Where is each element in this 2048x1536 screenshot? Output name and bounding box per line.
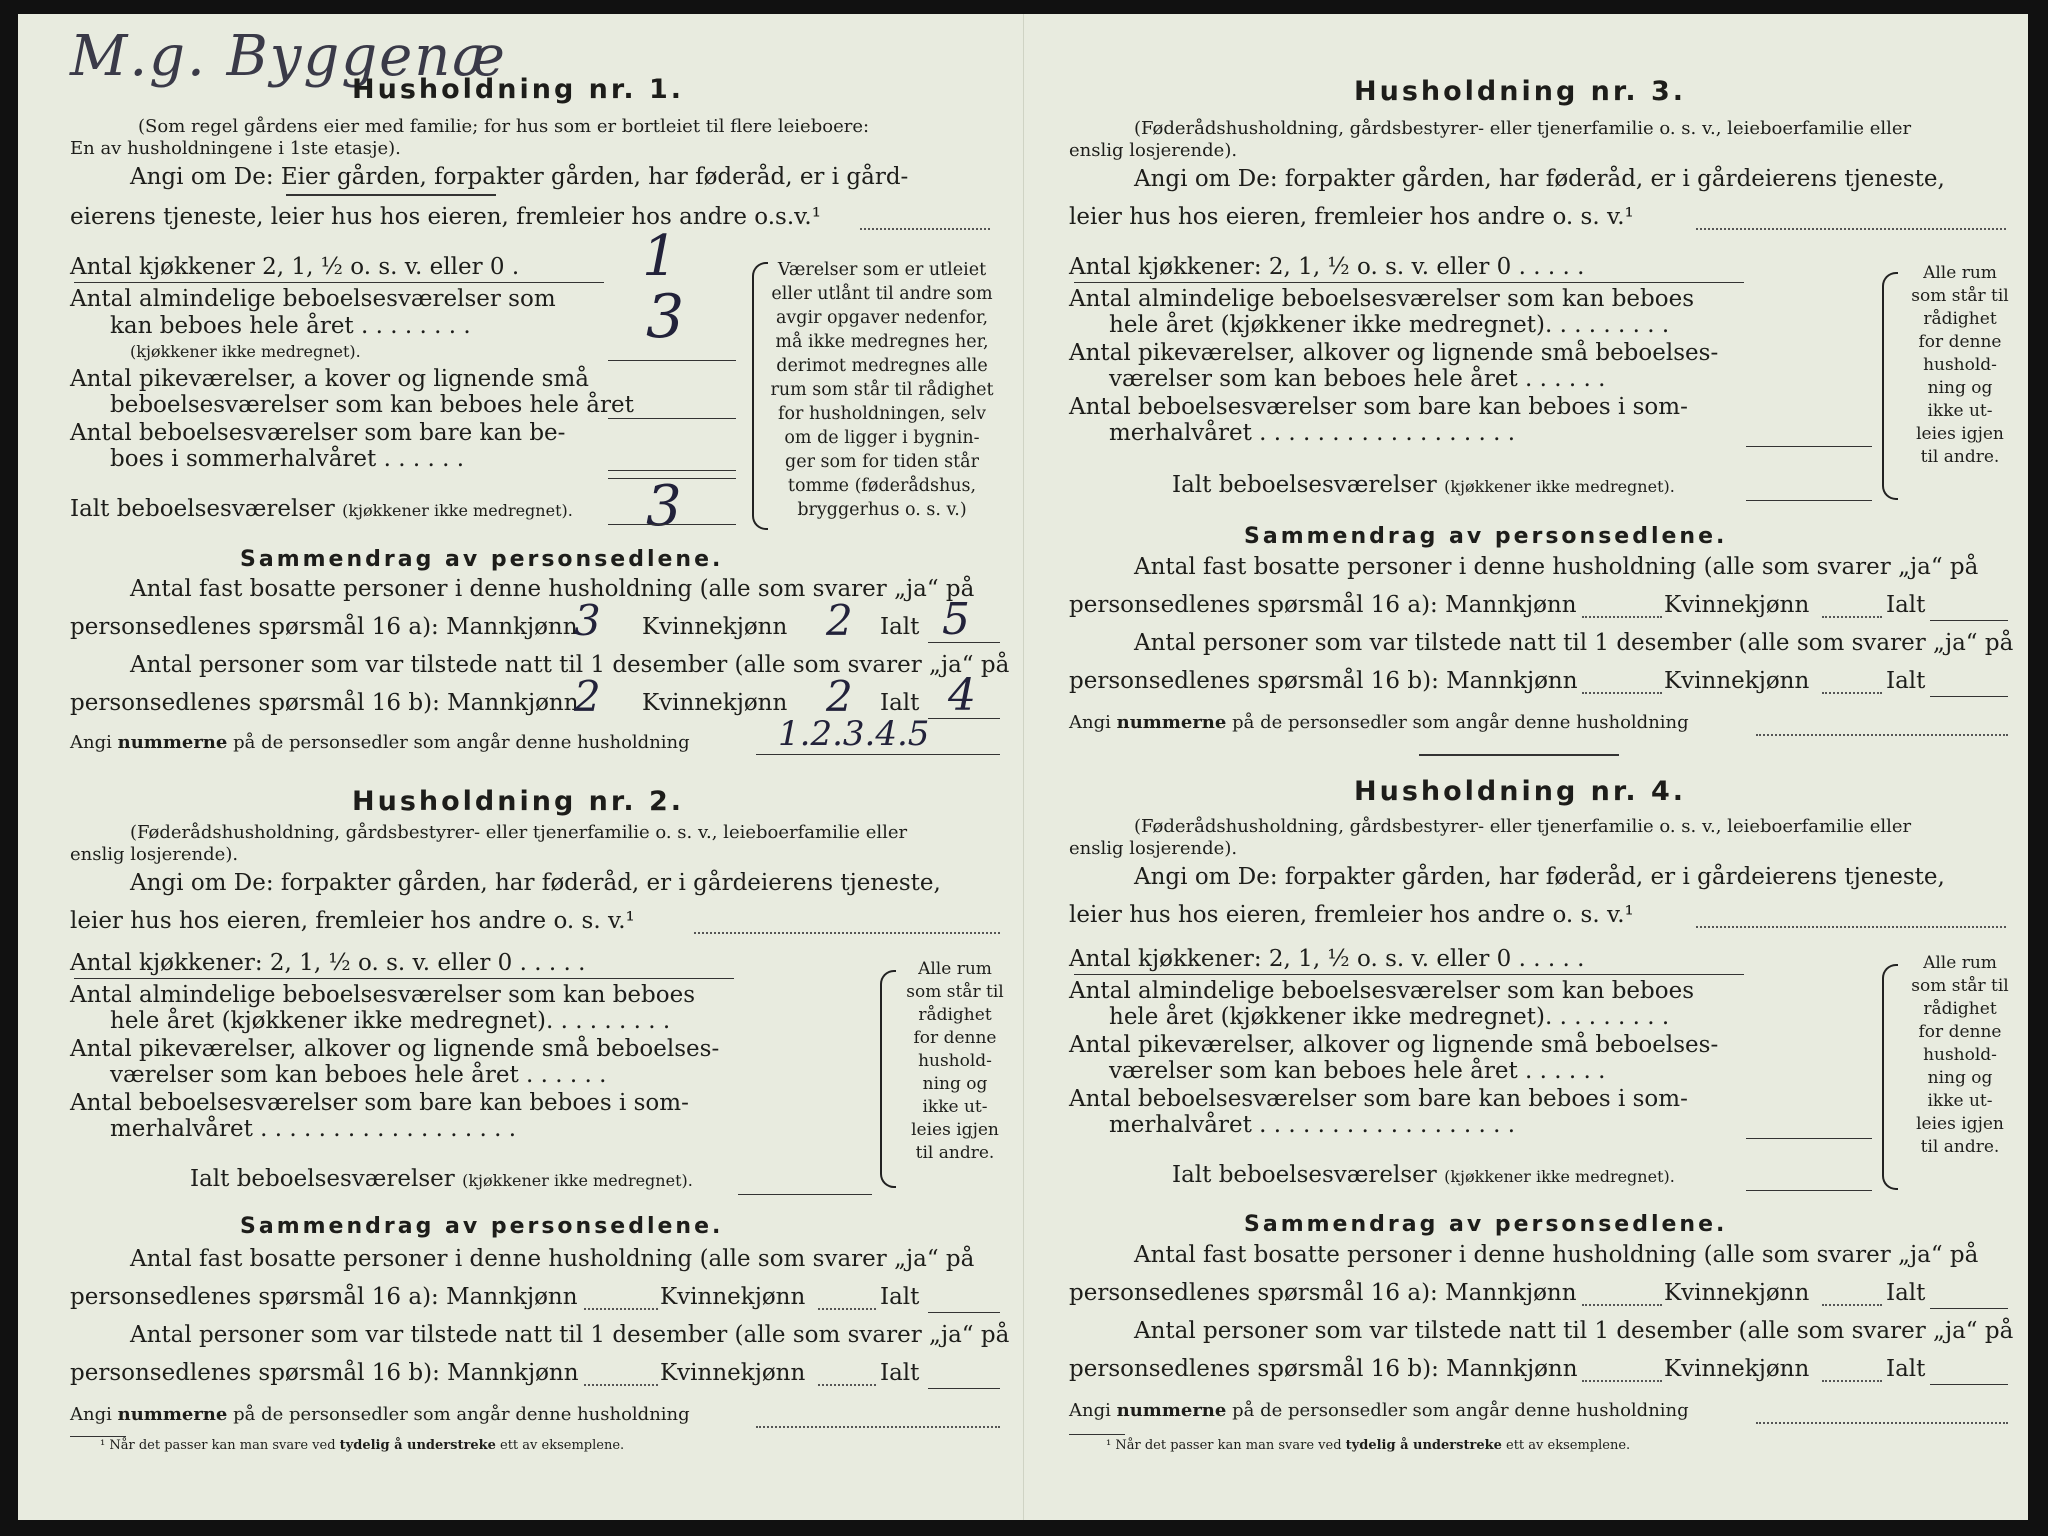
h4-side-note	[1896, 952, 2024, 1159]
h4-s16a-k-line[interactable]	[1822, 1304, 1882, 1306]
h4-side-note-line: Alle rum	[1923, 953, 1997, 973]
h2-footnote-rule	[70, 1436, 126, 1437]
left-page	[18, 14, 1023, 1520]
h4-footnote-bold: tydelig å understreke	[1345, 1438, 1502, 1453]
h4-nummer-post: på de personsedler som angår denne husholdning	[1232, 1400, 1689, 1421]
h1-summary-title: Sammendrag av personsedlene.	[240, 547, 724, 572]
h2-nummer-pre: Angi	[70, 1404, 112, 1425]
h4-footnote-pre: ¹ Når det passer kan man svare ved	[1106, 1438, 1342, 1453]
h2-q-ialt-label: Ialt beboelsesværelser	[190, 1166, 455, 1192]
household-1-angi-2: eierens tjeneste, leier hus hos eieren, fremleier hos andre o.s.v.¹	[70, 204, 821, 230]
h2-side-note	[890, 958, 1020, 1165]
h3-s16a-2: personsedlenes spørsmål 16 a): Mannkjønn	[1069, 592, 1577, 618]
h3-ialt-answer-line[interactable]	[1746, 500, 1872, 501]
household-2-intro-1: (Føderådshusholdning, gårdsbestyrer- eller tjenerfamilie o. s. v., leieboerfamilie eller	[130, 822, 908, 843]
h1-s16a-ialt-label: Ialt	[880, 614, 920, 640]
household-1-title: Husholdning nr. 1.	[352, 74, 685, 105]
h4-side-note-line: rådighet	[1923, 999, 1997, 1019]
h2-side-note-line: ikke ut-	[922, 1097, 988, 1117]
h4-side-note-line: ikke ut-	[1927, 1091, 1993, 1111]
h2-q-pike-2: værelser som kan beboes hele året . . . . . .	[110, 1062, 607, 1088]
h4-nummer-pre: Angi	[1069, 1400, 1111, 1421]
household-4-intro-2: enslig losjerende).	[1069, 838, 1238, 859]
h3-q-sommer-1: Antal beboelsesværelser som bare kan beboes i som-	[1069, 394, 1688, 420]
h1-ialt-answer-line	[608, 524, 736, 525]
h1-side-note-line: for husholdningen, selv	[778, 404, 986, 424]
h4-q-sommer-1: Antal beboelsesværelser som bare kan beboes i som-	[1069, 1086, 1688, 1112]
h3-q-alm-1: Antal almindelige beboelsesværelser som kan beboes	[1069, 286, 1695, 312]
household-4-angi-answer-line[interactable]	[1696, 926, 2006, 928]
h1-q-ialt-label: Ialt beboelsesværelser	[70, 496, 335, 522]
h4-kjokken-rule	[1074, 974, 1744, 975]
section-divider	[1419, 754, 1619, 756]
h3-side-note	[1896, 262, 2024, 469]
h4-s16b-ialt-line[interactable]	[1930, 1384, 2008, 1385]
h3-s16b-kvinne-label: Kvinnekjønn	[1664, 668, 1810, 694]
h2-side-note-line: leies igjen	[911, 1120, 999, 1140]
h2-s16a-ialt-label: Ialt	[880, 1284, 920, 1310]
h2-q-ialt-note: (kjøkkener ikke medregnet).	[462, 1171, 693, 1190]
h3-q-ialt-label: Ialt beboelsesværelser	[1172, 472, 1437, 498]
h3-nummer-bold: nummerne	[1116, 712, 1227, 733]
h1-s16a-m[interactable]: 3	[574, 596, 601, 645]
h3-side-note-line: ning og	[1927, 378, 1993, 398]
h3-side-note-line: hushold-	[1923, 355, 1997, 375]
h4-q-kjokken: Antal kjøkkener: 2, 1, ½ o. s. v. eller 0 . . . . .	[1069, 946, 1585, 972]
h4-footnote-rule	[1069, 1434, 1125, 1435]
h1-side-note-line: om de ligger i bygnin-	[784, 428, 980, 448]
right-page	[1023, 14, 2029, 1520]
h2-side-note-line: Alle rum	[918, 959, 992, 979]
h1-s16a-kvinne-label: Kvinnekjønn	[642, 614, 788, 640]
h1-side-note	[762, 258, 1002, 522]
h1-s16b-1: Antal personer som var tilstede natt til 1 desember (alle som svarer „ja“ på	[130, 652, 1010, 678]
h2-side-note-line: som står til	[906, 982, 1004, 1002]
h3-side-note-line: leies igjen	[1916, 424, 2004, 444]
h1-side-note-line: Værelser som er utleiet	[777, 260, 987, 280]
h4-s16b-1: Antal personer som var tilstede natt til 1 desember (alle som svarer „ja“ på	[1134, 1318, 2014, 1344]
h1-side-note-line: ger som for tiden står	[785, 452, 979, 472]
h2-s16b-ialt-label: Ialt	[880, 1360, 920, 1386]
h2-s16a-2: personsedlenes spørsmål 16 a): Mannkjønn	[70, 1284, 578, 1310]
h2-nummer-post: på de personsedler som angår denne husholdning	[233, 1404, 690, 1425]
h2-footnote	[100, 1438, 624, 1453]
h2-s16b-ialt-line[interactable]	[928, 1388, 1000, 1389]
h2-side-note-line: til andre.	[915, 1143, 995, 1163]
h1-q-pike-2: beboelsesværelser som kan beboes hele året	[110, 392, 634, 418]
h1-s16a-i[interactable]: 5	[942, 594, 970, 645]
h2-nummer-bold: nummerne	[117, 1404, 228, 1425]
h4-side-note-line: leies igjen	[1916, 1114, 2004, 1134]
h1-side-note-line: rum som står til rådighet	[770, 380, 994, 400]
h4-q-pike-2: værelser som kan beboes hele året . . . . . .	[1109, 1058, 1606, 1084]
household-2-intro-2: enslig losjerende).	[70, 844, 239, 865]
h4-footnote	[1106, 1438, 1630, 1453]
h2-q-alm-2: hele året (kjøkkener ikke medregnet). . . . . . . . .	[110, 1008, 671, 1034]
h1-s16a-2: personsedlenes spørsmål 16 a): Mannkjønn	[70, 614, 578, 640]
h4-nummer-line[interactable]	[1756, 1422, 2008, 1424]
h3-s16a-k-line[interactable]	[1822, 616, 1882, 618]
h4-s16b-ialt-label: Ialt	[1886, 1356, 1926, 1382]
h3-q-pike-1: Antal pikeværelser, alkover og lignende små beboelses-	[1069, 340, 1719, 366]
h1-s16b-k[interactable]: 2	[826, 672, 853, 721]
h1-side-note-line: bryggerhus o. s. v.)	[797, 500, 967, 520]
h2-s16a-m-line[interactable]	[584, 1308, 658, 1310]
handwritten-corner-note: M.g. Byggenæ	[70, 24, 507, 89]
h3-s16b-1: Antal personer som var tilstede natt til 1 desember (alle som svarer „ja“ på	[1134, 630, 2014, 656]
h4-q-ialt-note: (kjøkkener ikke medregnet).	[1444, 1167, 1675, 1186]
h4-s16a-m-line[interactable]	[1582, 1304, 1662, 1306]
h2-footnote-post: ett av eksemplene.	[500, 1438, 625, 1453]
household-2-angi-1: Angi om De: forpakter gården, har føderåd, er i gårdeierens tjeneste,	[130, 870, 941, 896]
household-1-angi-answer-line[interactable]	[860, 228, 990, 230]
h1-s16a-ialt-line	[928, 642, 1000, 643]
household-3-angi-1: Angi om De: forpakter gården, har føderåd, er i gårdeierens tjeneste,	[1134, 166, 1945, 192]
census-form-paper	[18, 14, 2028, 1520]
h2-kjokken-rule	[74, 978, 734, 979]
household-4-angi-2: leier hus hos eieren, fremleier hos andre o. s. v.¹	[1069, 902, 1634, 928]
h1-nummer	[70, 732, 690, 753]
h4-footnote-post: ett av eksemplene.	[1506, 1438, 1631, 1453]
h1-q-ialt-note: (kjøkkener ikke medregnet).	[342, 501, 573, 520]
h3-nummer-post: på de personsedler som angår denne husholdning	[1232, 712, 1689, 733]
h1-kjokken-rule	[74, 282, 604, 283]
h3-s16b-2: personsedlenes spørsmål 16 b): Mannkjønn	[1069, 668, 1578, 694]
h2-footnote-pre: ¹ Når det passer kan man svare ved	[100, 1438, 336, 1453]
h2-footnote-bold: tydelig å understreke	[339, 1438, 496, 1453]
h1-a-ialt[interactable]: 3	[646, 474, 682, 539]
h1-nummer-value[interactable]: 1.2.3.4.5	[778, 714, 930, 754]
h2-q-pike-1: Antal pikeværelser, alkover og lignende små beboelses-	[70, 1036, 720, 1062]
h3-q-ialt	[1172, 472, 1675, 498]
h3-summary-title: Sammendrag av personsedlene.	[1244, 524, 1728, 549]
h4-q-sommer-2: merhalvåret . . . . . . . . . . . . . . . . . .	[1109, 1112, 1516, 1138]
household-1-intro-1: (Som regel gårdens eier med familie; for hus som er bortleiet til flere leieboere:	[138, 116, 870, 137]
h4-nummer	[1069, 1400, 1689, 1421]
h4-s16b-m-line[interactable]	[1582, 1380, 1662, 1382]
h4-sommer-answer-line[interactable]	[1746, 1138, 1872, 1139]
h3-s16a-1: Antal fast bosatte personer i denne husholdning (alle som svarer „ja“ på	[1134, 554, 1979, 580]
h4-ialt-answer-line[interactable]	[1746, 1190, 1872, 1191]
h3-side-note-line: ikke ut-	[1927, 401, 1993, 421]
h4-q-pike-1: Antal pikeværelser, alkover og lignende små beboelses-	[1069, 1032, 1719, 1058]
h3-nummer	[1069, 712, 1689, 733]
h2-s16b-kvinne-label: Kvinnekjønn	[660, 1360, 806, 1386]
h4-q-alm-1: Antal almindelige beboelsesværelser som kan beboes	[1069, 978, 1695, 1004]
h1-q-kjokken: Antal kjøkkener 2, 1, ½ o. s. v. eller 0 .	[70, 254, 520, 280]
h4-s16b-k-line[interactable]	[1822, 1380, 1882, 1382]
eier-garden-underline	[286, 194, 496, 196]
h2-s16b-m-line[interactable]	[584, 1384, 658, 1386]
h2-side-note-line: for denne	[913, 1028, 997, 1048]
h4-nummer-bold: nummerne	[1116, 1400, 1227, 1421]
h1-q-ialt	[70, 496, 573, 522]
h4-s16a-1: Antal fast bosatte personer i denne husholdning (alle som svarer „ja“ på	[1134, 1242, 1979, 1268]
h2-q-sommer-1: Antal beboelsesværelser som bare kan beboes i som-	[70, 1090, 689, 1116]
household-4-angi-1: Angi om De: forpakter gården, har føderåd, er i gårdeierens tjeneste,	[1134, 864, 1945, 890]
h4-s16b-kvinne-label: Kvinnekjønn	[1664, 1356, 1810, 1382]
household-2-angi-2: leier hus hos eieren, fremleier hos andre o. s. v.¹	[70, 908, 635, 934]
h1-s16b-i[interactable]: 4	[948, 670, 976, 721]
h1-a-kjokken[interactable]: 1	[642, 224, 678, 289]
household-4-intro-1: (Føderådshusholdning, gårdsbestyrer- eller tjenerfamilie o. s. v., leieboerfamilie eller	[1134, 816, 1912, 837]
h2-s16b-2: personsedlenes spørsmål 16 b): Mannkjønn	[70, 1360, 579, 1386]
h3-nummer-pre: Angi	[1069, 712, 1111, 733]
household-3-title: Husholdning nr. 3.	[1354, 76, 1687, 107]
h2-ialt-answer-line[interactable]	[738, 1194, 872, 1195]
h2-s16a-ialt-line[interactable]	[928, 1312, 1000, 1313]
h3-q-pike-2: værelser som kan beboes hele året . . . . . .	[1109, 366, 1606, 392]
h2-nummer-line[interactable]	[756, 1426, 1000, 1428]
h4-q-ialt-label: Ialt beboelsesværelser	[1172, 1162, 1437, 1188]
h1-side-note-line: eller utlånt til andre som	[771, 284, 993, 304]
h1-s16a-k[interactable]: 2	[826, 596, 853, 645]
h1-side-note-line: tomme (føderådshus,	[787, 476, 977, 496]
h1-nummer-bold: nummerne	[117, 732, 228, 753]
h2-side-note-line: rådighet	[918, 1005, 992, 1025]
household-1-intro-2: En av husholdningene i 1ste etasje).	[70, 138, 401, 159]
h4-side-note-line: ning og	[1927, 1068, 1993, 1088]
household-2-title: Husholdning nr. 2.	[352, 786, 685, 817]
h3-s16a-kvinne-label: Kvinnekjønn	[1664, 592, 1810, 618]
h2-s16b-k-line[interactable]	[818, 1384, 876, 1386]
h4-side-note-line: for denne	[1918, 1022, 2002, 1042]
h1-s16b-kvinne-label: Kvinnekjønn	[642, 690, 788, 716]
household-2-angi-answer-line[interactable]	[694, 932, 1000, 934]
h1-s16b-2: personsedlenes spørsmål 16 b): Mannkjønn	[70, 690, 579, 716]
h3-s16b-ialt-line[interactable]	[1930, 696, 2008, 697]
h4-s16a-ialt-label: Ialt	[1886, 1280, 1926, 1306]
household-4-title: Husholdning nr. 4.	[1354, 776, 1687, 807]
h3-side-note-line: som står til	[1911, 286, 2009, 306]
h3-q-alm-2: hele året (kjøkkener ikke medregnet). . . . . . . . .	[1109, 312, 1670, 338]
h3-nummer-line[interactable]	[1756, 734, 2008, 736]
h2-s16a-k-line[interactable]	[818, 1308, 876, 1310]
h4-s16b-2: personsedlenes spørsmål 16 b): Mannkjønn	[1069, 1356, 1578, 1382]
h3-s16a-ialt-label: Ialt	[1886, 592, 1926, 618]
h2-q-kjokken: Antal kjøkkener: 2, 1, ½ o. s. v. eller 0 . . . . .	[70, 950, 586, 976]
h1-nummer-post: på de personsedler som angår denne husholdning	[233, 732, 690, 753]
h1-q-pike-1: Antal pikeværelser, a kover og lignende små	[70, 366, 589, 392]
h3-q-kjokken: Antal kjøkkener: 2, 1, ½ o. s. v. eller 0 . . . . .	[1069, 254, 1585, 280]
h3-kjokken-rule	[1074, 282, 1744, 283]
h1-nummer-line	[756, 754, 1000, 755]
h2-s16a-1: Antal fast bosatte personer i denne husholdning (alle som svarer „ja“ på	[130, 1246, 975, 1272]
h2-summary-title: Sammendrag av personsedlene.	[240, 1214, 724, 1239]
household-3-intro-1: (Føderådshusholdning, gårdsbestyrer- eller tjenerfamilie o. s. v., leieboerfamilie eller	[1134, 118, 1912, 139]
h3-q-sommer-2: merhalvåret . . . . . . . . . . . . . . . . . .	[1109, 420, 1516, 446]
h4-s16a-kvinne-label: Kvinnekjønn	[1664, 1280, 1810, 1306]
h3-s16b-k-line[interactable]	[1822, 692, 1882, 694]
h1-side-note-line: avgir opgaver nedenfor,	[775, 308, 989, 328]
h4-side-note-line: som står til	[1911, 976, 2009, 996]
h1-q-alm-1: Antal almindelige beboelsesværelser som	[70, 286, 556, 312]
h4-q-ialt	[1172, 1162, 1675, 1188]
h2-s16a-kvinne-label: Kvinnekjønn	[660, 1284, 806, 1310]
h1-q-alm-2: kan beboes hele året . . . . . . . .	[110, 313, 471, 339]
h1-sommer-answer-line[interactable]	[608, 470, 736, 471]
h1-side-note-line: derimot medregnes alle	[776, 356, 988, 376]
h1-q-sommer-1: Antal beboelsesværelser som bare kan be-	[70, 420, 566, 446]
h1-s16b-m[interactable]: 2	[574, 672, 601, 721]
h2-side-note-line: hushold-	[918, 1051, 992, 1071]
h1-pike-answer-line[interactable]	[608, 418, 736, 419]
household-3-angi-2: leier hus hos eieren, fremleier hos andre o. s. v.¹	[1069, 204, 1634, 230]
h4-side-note-line: hushold-	[1923, 1045, 1997, 1065]
h2-q-alm-1: Antal almindelige beboelsesværelser som kan beboes	[70, 982, 696, 1008]
h2-side-note-line: ning og	[922, 1074, 988, 1094]
h2-nummer	[70, 1404, 690, 1425]
h3-s16a-ialt-line[interactable]	[1930, 620, 2008, 621]
household-3-intro-2: enslig losjerende).	[1069, 140, 1238, 161]
h3-side-note-line: for denne	[1918, 332, 2002, 352]
h3-q-ialt-note: (kjøkkener ikke medregnet).	[1444, 477, 1675, 496]
h3-s16b-ialt-label: Ialt	[1886, 668, 1926, 694]
household-3-angi-answer-line[interactable]	[1696, 228, 2006, 230]
h3-s16a-m-line[interactable]	[1582, 616, 1662, 618]
h1-s16a-1: Antal fast bosatte personer i denne husholdning (alle som svarer „ja“ på	[130, 576, 975, 602]
h1-a-alm[interactable]: 3	[646, 282, 685, 352]
h4-s16a-2: personsedlenes spørsmål 16 a): Mannkjønn	[1069, 1280, 1577, 1306]
h4-s16a-ialt-line[interactable]	[1930, 1308, 2008, 1309]
h1-q-sommer-2: boes i sommerhalvåret . . . . . .	[110, 446, 465, 472]
household-1-angi-1: Angi om De: Eier gården, forpakter gården, har føderåd, er i gård-	[130, 164, 909, 190]
h4-side-note-line: til andre.	[1920, 1137, 2000, 1157]
h3-side-note-line: til andre.	[1920, 447, 2000, 467]
h1-alm-answer-line	[608, 360, 736, 361]
h4-q-alm-2: hele året (kjøkkener ikke medregnet). . . . . . . . .	[1109, 1004, 1670, 1030]
h4-summary-title: Sammendrag av personsedlene.	[1244, 1212, 1728, 1237]
h3-s16b-m-line[interactable]	[1582, 692, 1662, 694]
h2-q-sommer-2: merhalvåret . . . . . . . . . . . . . . . . . .	[110, 1116, 517, 1142]
h1-side-note-line: må ikke medregnes her,	[775, 332, 989, 352]
h1-s16b-ialt-label: Ialt	[880, 690, 920, 716]
h2-s16b-1: Antal personer som var tilstede natt til 1 desember (alle som svarer „ja“ på	[130, 1322, 1010, 1348]
h3-sommer-answer-line[interactable]	[1746, 446, 1872, 447]
h1-s16b-ialt-line	[928, 718, 1000, 719]
h1-q-alm-3: (kjøkkener ikke medregnet).	[130, 342, 361, 361]
h1-nummer-pre: Angi	[70, 732, 112, 753]
h3-side-note-line: rådighet	[1923, 309, 1997, 329]
h2-q-ialt	[190, 1166, 693, 1192]
h3-side-note-line: Alle rum	[1923, 263, 1997, 283]
